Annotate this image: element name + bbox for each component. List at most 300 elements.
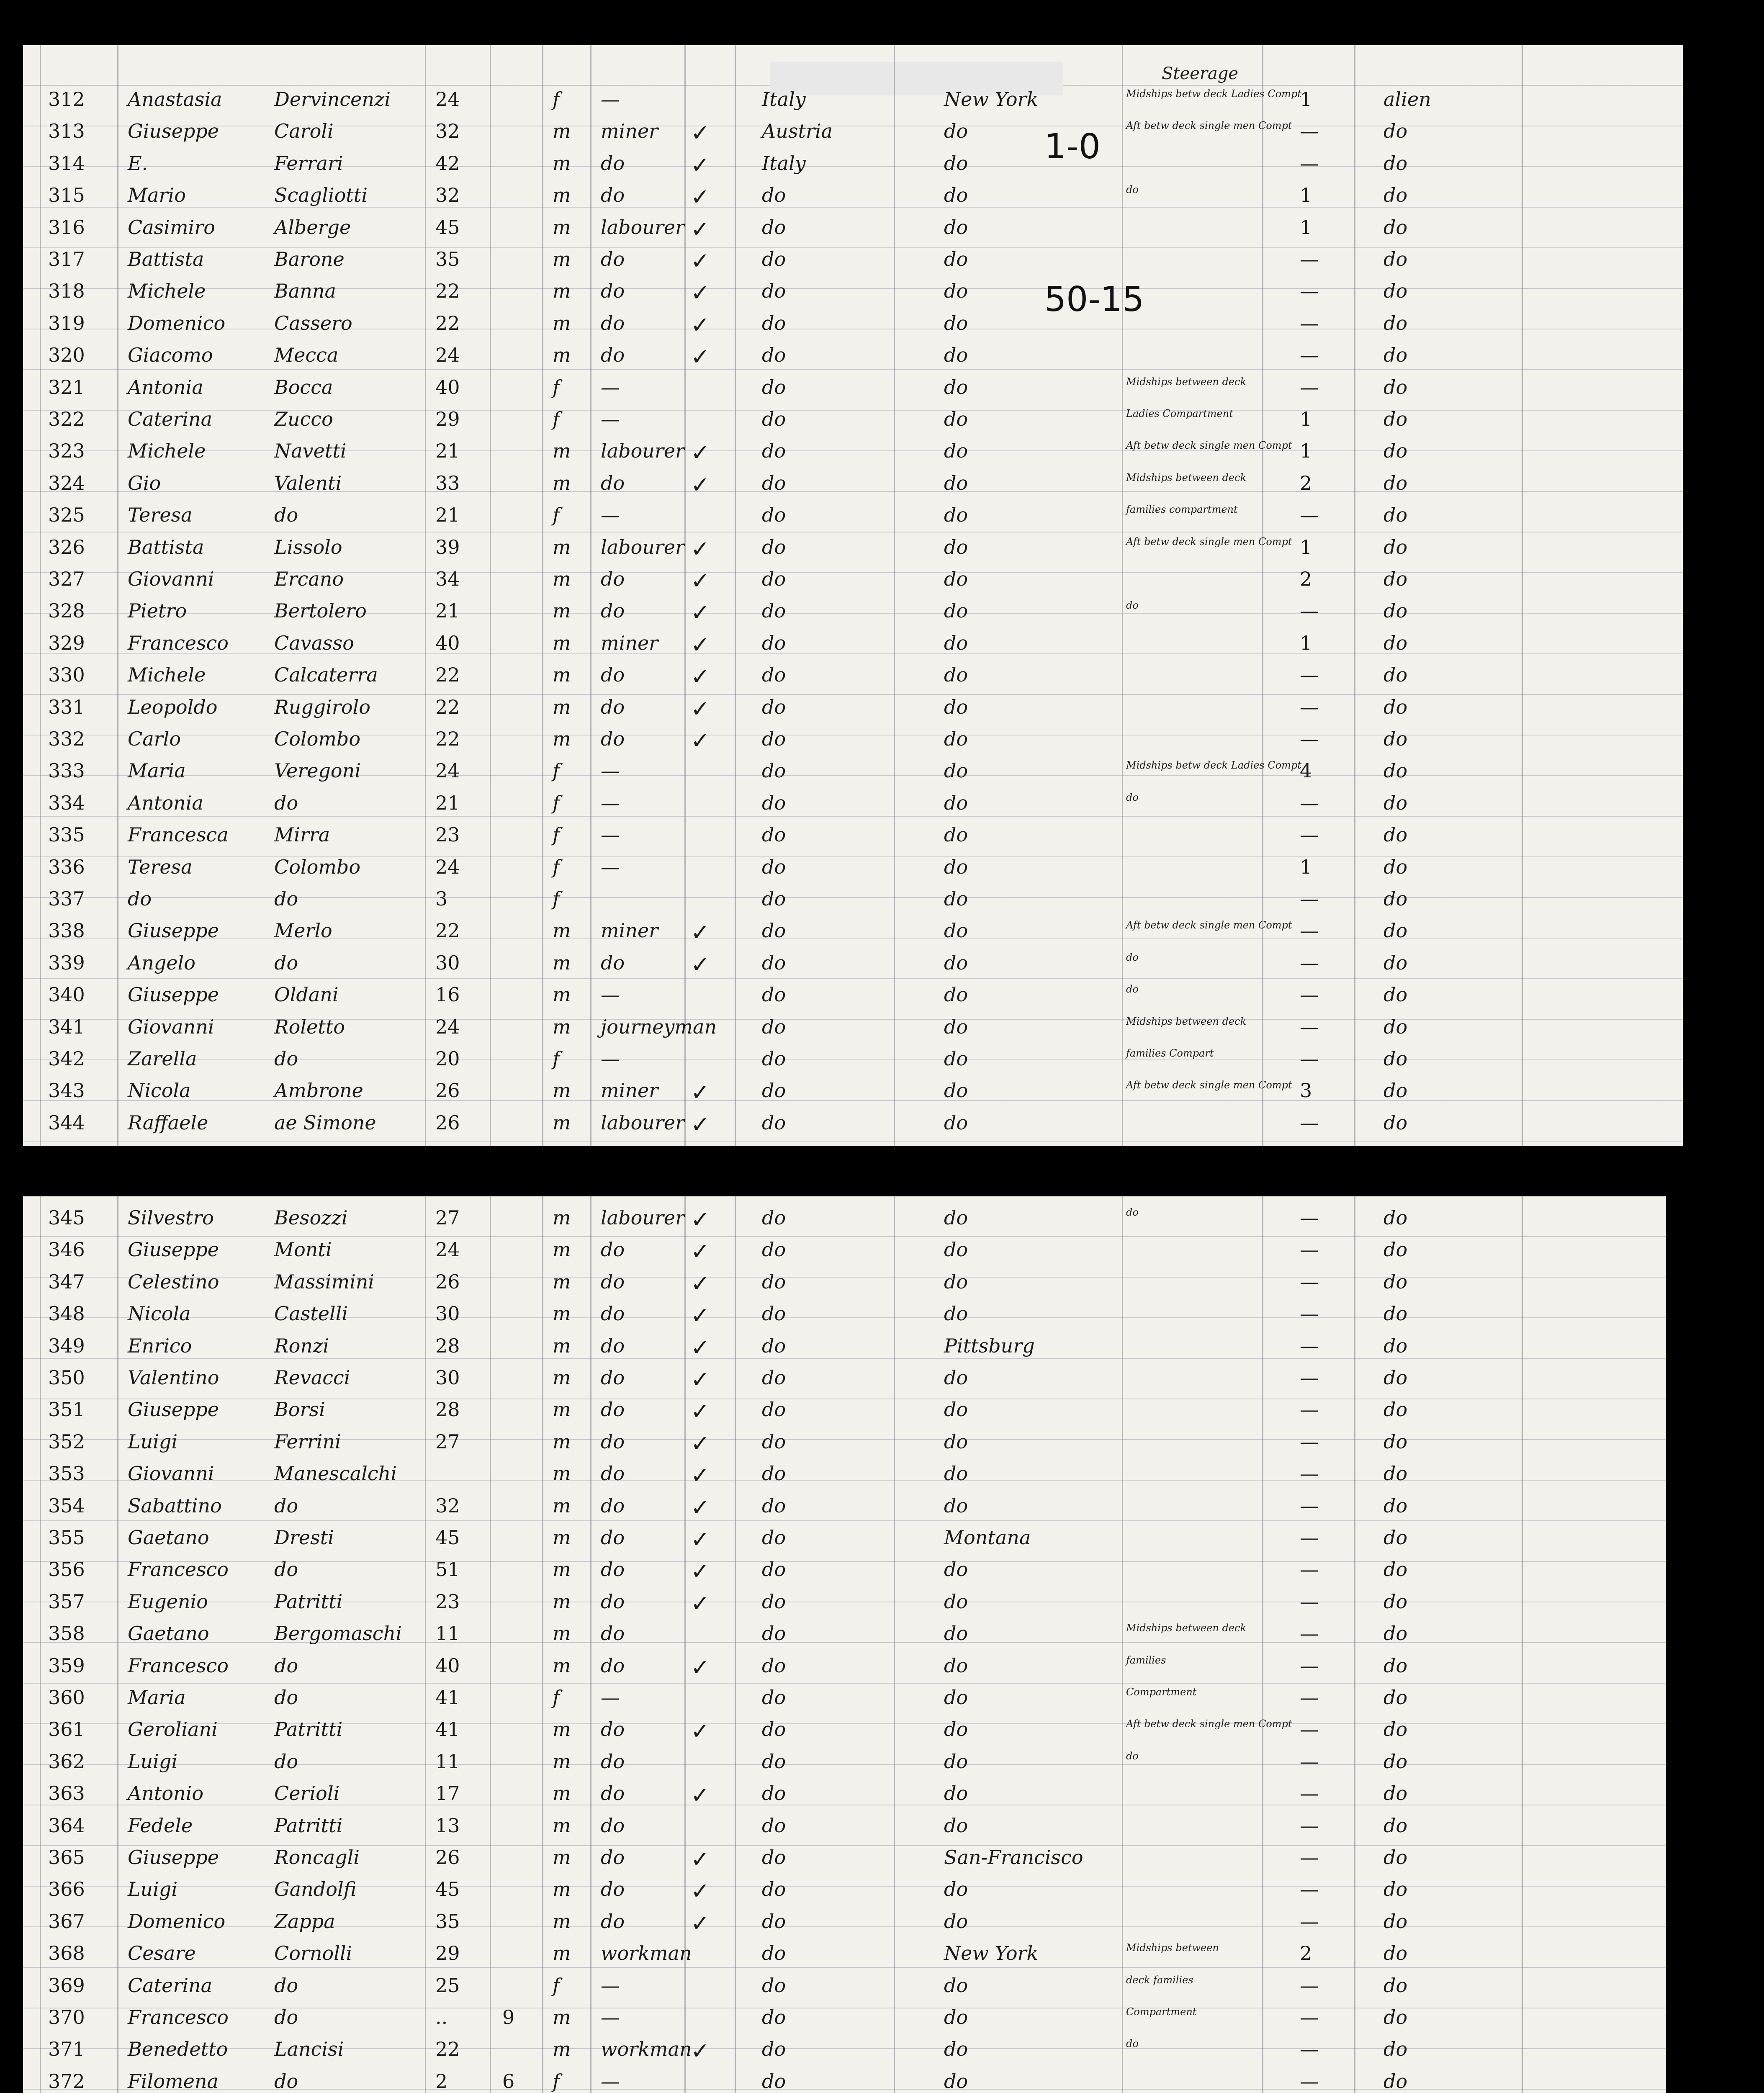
cell-dest: do: [944, 663, 968, 687]
cell-age: 29: [435, 1942, 460, 1965]
cell-given: Giuseppe: [128, 1398, 219, 1421]
cell-num: 330: [48, 663, 85, 687]
cell-num: 338: [48, 919, 85, 942]
cell-sur: Patritti: [274, 1814, 343, 1837]
cell-pcs: —: [1300, 983, 1319, 1006]
cell-occ: do: [601, 1558, 625, 1581]
cell-given: Teresa: [128, 504, 193, 527]
cell-sex: m: [553, 1750, 571, 1773]
cell-num: 368: [48, 1942, 85, 1965]
cell-occ: —: [601, 1686, 620, 1709]
cell-cit: do: [1383, 1974, 1408, 1997]
cell-inf: 9: [502, 2006, 515, 2029]
cell-occ: —: [601, 504, 620, 527]
cell-pcs: —: [1300, 1270, 1319, 1293]
cell-given: Enrico: [128, 1334, 192, 1357]
cell-dest: do: [944, 951, 968, 974]
cell-given: Zarella: [128, 1047, 197, 1070]
cell-sex: m: [553, 440, 571, 463]
cell-lit: ✓: [691, 1654, 710, 1681]
cell-sex: m: [553, 1462, 571, 1485]
cell-loc: families compartment: [1126, 504, 1238, 516]
cell-occ: do: [601, 152, 625, 175]
cell-cit: do: [1383, 1654, 1408, 1677]
cell-sur: Cavasso: [274, 631, 354, 654]
cell-cit: do: [1383, 759, 1408, 782]
cell-given: Luigi: [128, 1750, 178, 1773]
cell-nat: do: [762, 791, 786, 814]
cell-dest: do: [944, 1750, 968, 1773]
cell-pcs: —: [1300, 1206, 1319, 1229]
cell-pcs: —: [1300, 1430, 1319, 1453]
cell-cit: do: [1383, 568, 1408, 590]
cell-sex: m: [553, 1270, 571, 1293]
cell-pcs: —: [1300, 504, 1319, 527]
cell-pcs: —: [1300, 1654, 1319, 1677]
cell-cit: do: [1383, 280, 1408, 303]
cell-sur: Calcaterra: [274, 663, 378, 687]
cell-num: 335: [48, 823, 85, 846]
cell-age: 11: [435, 1750, 460, 1773]
cell-lit: ✓: [691, 535, 710, 562]
cell-age: 35: [435, 248, 460, 270]
cell-num: 323: [48, 440, 85, 463]
cell-num: 355: [48, 1526, 85, 1549]
cell-dest: do: [944, 1558, 968, 1581]
cell-pcs: —: [1300, 1398, 1319, 1421]
cell-given: Luigi: [128, 1430, 178, 1453]
cell-sex: f: [553, 375, 560, 399]
cell-occ: labourer: [601, 1206, 685, 1229]
cell-dest: do: [944, 1398, 968, 1421]
cell-dest: do: [944, 919, 968, 942]
cell-given: Giuseppe: [128, 1238, 219, 1261]
cell-num: 372: [48, 2070, 85, 2093]
cell-sex: m: [553, 1302, 571, 1325]
cell-sex: f: [553, 791, 560, 814]
cell-dest: do: [944, 631, 968, 654]
cell-occ: —: [601, 375, 620, 399]
cell-dest: do: [944, 1686, 968, 1709]
cell-sur: Cerioli: [274, 1782, 340, 1805]
cell-age: 22: [435, 2038, 460, 2061]
cell-occ: do: [601, 1718, 625, 1741]
cell-occ: —: [601, 983, 620, 1006]
cell-pcs: —: [1300, 1622, 1319, 1645]
cell-lit: ✓: [691, 471, 710, 498]
cell-given: Eugenio: [128, 1590, 208, 1613]
cell-age: 26: [435, 1079, 460, 1102]
cell-sur: Manescalchi: [274, 1462, 397, 1485]
cell-sur: Scagliotti: [274, 184, 368, 207]
cell-loc: do: [1126, 2038, 1139, 2050]
cell-dest: do: [944, 1015, 968, 1038]
cell-nat: do: [762, 983, 786, 1006]
cell-lit: ✓: [691, 631, 710, 658]
cell-age: 32: [435, 120, 460, 143]
cell-given: Maria: [128, 1686, 186, 1709]
cell-lit: ✓: [691, 1590, 710, 1617]
cell-cit: do: [1383, 1814, 1408, 1837]
cell-lit: ✓: [691, 1846, 710, 1872]
cell-dest: do: [944, 568, 968, 590]
cell-dest: do: [944, 759, 968, 782]
cell-sur: Ronzi: [274, 1334, 329, 1357]
cell-given: Nicola: [128, 1079, 191, 1102]
cell-num: 327: [48, 568, 85, 590]
cell-dest: do: [944, 983, 968, 1006]
cell-cit: do: [1383, 1718, 1408, 1741]
cell-occ: —: [601, 408, 620, 430]
cell-num: 318: [48, 280, 85, 303]
cell-lit: ✓: [691, 248, 710, 274]
cell-sur: Bocca: [274, 375, 333, 399]
cell-occ: —: [601, 88, 620, 111]
cell-given: Luigi: [128, 1878, 178, 1901]
cell-cit: do: [1383, 216, 1408, 239]
cell-loc: do: [1126, 1206, 1139, 1218]
cell-loc: Ladies Compartment: [1126, 408, 1233, 419]
cell-sur: Mirra: [274, 823, 330, 846]
cell-nat: do: [762, 1270, 786, 1293]
cell-num: 353: [48, 1462, 85, 1485]
cell-cit: do: [1383, 311, 1408, 334]
cell-given: Giuseppe: [128, 919, 219, 942]
cell-given: Giovanni: [128, 1015, 214, 1038]
cell-num: 371: [48, 2038, 85, 2061]
cell-given: Filomena: [128, 2070, 219, 2093]
cell-given: Domenico: [128, 1910, 226, 1933]
cell-dest: Montana: [944, 1526, 1031, 1549]
cell-sur: Monti: [274, 1238, 332, 1261]
cell-given: Domenico: [128, 311, 226, 334]
cell-num: 313: [48, 120, 85, 143]
cell-age: 24: [435, 759, 460, 782]
cell-dest: do: [944, 1622, 968, 1645]
cell-nat: do: [762, 1526, 786, 1549]
cell-cit: do: [1383, 855, 1408, 878]
cell-num: 343: [48, 1079, 85, 1102]
cell-sur: Ercano: [274, 568, 344, 590]
cell-sex: m: [553, 919, 571, 942]
cell-occ: do: [601, 1814, 625, 1837]
cell-occ: do: [601, 1462, 625, 1485]
cell-nat: Austria: [762, 120, 833, 143]
cell-num: 316: [48, 216, 85, 239]
cell-lit: ✓: [691, 1238, 710, 1265]
cell-occ: do: [601, 1398, 625, 1421]
cell-pcs: 1: [1300, 440, 1312, 463]
cell-nat: do: [762, 1079, 786, 1102]
cell-sex: f: [553, 2070, 560, 2093]
cell-sex: m: [553, 631, 571, 654]
cell-lit: ✓: [691, 1718, 710, 1745]
manifest-page-top: [23, 45, 1683, 1146]
cell-pcs: —: [1300, 791, 1319, 814]
cell-nat: do: [762, 1462, 786, 1485]
cell-lit: ✓: [691, 1302, 710, 1329]
cell-age: 51: [435, 1558, 460, 1581]
cell-age: 24: [435, 344, 460, 367]
cell-num: 340: [48, 983, 85, 1006]
cell-nat: do: [762, 280, 786, 303]
cell-cit: do: [1383, 1782, 1408, 1805]
cell-lit: ✓: [691, 1558, 710, 1585]
cell-nat: do: [762, 728, 786, 750]
cell-age: 34: [435, 568, 460, 590]
cell-given: Caterina: [128, 1974, 213, 1997]
cell-given: Teresa: [128, 855, 193, 878]
cell-sur: Massimini: [274, 1270, 375, 1293]
cell-sex: m: [553, 1590, 571, 1613]
cell-dest: do: [944, 1878, 968, 1901]
cell-cit: do: [1383, 983, 1408, 1006]
cell-nat: do: [762, 1654, 786, 1677]
cell-sex: m: [553, 1238, 571, 1261]
cell-sur: Roletto: [274, 1015, 345, 1038]
cell-pcs: —: [1300, 1238, 1319, 1261]
cell-sex: m: [553, 1942, 571, 1965]
cell-cit: do: [1383, 1910, 1408, 1933]
cell-given: Battista: [128, 248, 204, 270]
cell-age: 40: [435, 375, 460, 399]
cell-cit: do: [1383, 440, 1408, 463]
cell-loc: Compartment: [1126, 1686, 1197, 1698]
cell-dest: do: [944, 248, 968, 270]
cell-loc: Midships between deck: [1126, 375, 1247, 388]
cell-lit: ✓: [691, 568, 710, 594]
cell-lit: ✓: [691, 1111, 710, 1138]
cell-lit: ✓: [691, 695, 710, 722]
cell-pcs: —: [1300, 1686, 1319, 1709]
cell-num: 347: [48, 1270, 85, 1293]
cell-num: 365: [48, 1846, 85, 1869]
margin-note: 1-0: [1044, 127, 1101, 167]
cell-occ: do: [601, 695, 625, 718]
cell-dest: do: [944, 1366, 968, 1389]
cell-num: 360: [48, 1686, 85, 1709]
cell-loc: Aft betw deck single men Compt: [1126, 120, 1292, 132]
cell-cit: do: [1383, 951, 1408, 974]
cell-num: 363: [48, 1782, 85, 1805]
cell-occ: journeyman: [601, 1015, 717, 1038]
cell-nat: do: [762, 1750, 786, 1773]
cell-sex: f: [553, 88, 560, 111]
cell-pcs: —: [1300, 951, 1319, 974]
manifest-page-bottom: [23, 1196, 1666, 2093]
cell-num: 367: [48, 1910, 85, 1933]
cell-sex: m: [553, 280, 571, 303]
cell-occ: workman: [601, 1942, 692, 1965]
cell-pcs: 2: [1300, 471, 1312, 494]
cell-pcs: —: [1300, 823, 1319, 846]
cell-nat: do: [762, 408, 786, 430]
cell-dest: do: [944, 1718, 968, 1741]
cell-cit: do: [1383, 248, 1408, 270]
cell-nat: do: [762, 1334, 786, 1357]
cell-cit: do: [1383, 1302, 1408, 1325]
cell-sex: m: [553, 1334, 571, 1357]
cell-pcs: —: [1300, 728, 1319, 750]
cell-dest: do: [944, 1079, 968, 1102]
cell-dest: do: [944, 1238, 968, 1261]
cell-dest: do: [944, 440, 968, 463]
cell-loc: Midships between deck: [1126, 471, 1247, 483]
cell-age: 21: [435, 599, 460, 622]
cell-dest: do: [944, 152, 968, 175]
cell-sex: m: [553, 1558, 571, 1581]
cell-lit: ✓: [691, 440, 710, 466]
cell-lit: ✓: [691, 663, 710, 690]
cell-age: 13: [435, 1814, 460, 1837]
cell-sur: Gandolfi: [274, 1878, 357, 1901]
cell-pcs: 1: [1300, 88, 1312, 111]
cell-sex: m: [553, 599, 571, 622]
cell-age: 3: [435, 887, 448, 910]
cell-sex: m: [553, 152, 571, 175]
cell-loc: Midships betw deck Ladies Compt: [1126, 88, 1301, 100]
cell-given: Antonia: [128, 375, 203, 399]
cell-pcs: 1: [1300, 408, 1312, 430]
cell-dest: do: [944, 1782, 968, 1805]
cell-cit: do: [1383, 1398, 1408, 1421]
cell-sur: Lancisi: [274, 2038, 344, 2061]
cell-age: 20: [435, 1047, 460, 1070]
cell-given: Giuseppe: [128, 983, 219, 1006]
cell-pcs: —: [1300, 1782, 1319, 1805]
cell-loc: deck families: [1126, 1974, 1193, 1986]
cell-sex: m: [553, 1782, 571, 1805]
cell-sex: m: [553, 1430, 571, 1453]
cell-loc: Midships between deck: [1126, 1015, 1247, 1027]
cell-sur: Caroli: [274, 120, 334, 143]
cell-cit: do: [1383, 344, 1408, 367]
cell-given: Gaetano: [128, 1526, 209, 1549]
cell-occ: do: [601, 344, 625, 367]
cell-loc: Compartment: [1126, 2006, 1197, 2018]
cell-lit: ✓: [691, 152, 710, 178]
cell-sur: do: [274, 2006, 298, 2029]
cell-sex: f: [553, 887, 560, 910]
cell-cit: do: [1383, 1238, 1408, 1261]
cell-age: 26: [435, 1111, 460, 1134]
cell-num: 326: [48, 535, 85, 558]
cell-pcs: —: [1300, 1334, 1319, 1357]
cell-cit: do: [1383, 1015, 1408, 1038]
cell-given: Leopoldo: [128, 695, 218, 718]
cell-num: 354: [48, 1494, 85, 1517]
cell-age: 42: [435, 152, 460, 175]
cell-given: Geroliani: [128, 1718, 218, 1741]
cell-age: 40: [435, 631, 460, 654]
cell-occ: do: [601, 1270, 625, 1293]
cell-num: 344: [48, 1111, 85, 1134]
cell-age: 30: [435, 1302, 460, 1325]
cell-lit: ✓: [691, 184, 710, 211]
cell-occ: do: [601, 1430, 625, 1453]
cell-loc: do: [1126, 184, 1139, 196]
cell-nat: do: [762, 1206, 786, 1229]
cell-pcs: —: [1300, 1750, 1319, 1773]
cell-sex: m: [553, 1015, 571, 1038]
cell-dest: do: [944, 2038, 968, 2061]
cell-sex: m: [553, 2038, 571, 2061]
cell-sur: Borsi: [274, 1398, 325, 1421]
cell-lit: ✓: [691, 1398, 710, 1425]
cell-age: 11: [435, 1622, 460, 1645]
cell-sur: Oldani: [274, 983, 339, 1006]
cell-sex: m: [553, 1206, 571, 1229]
cell-occ: do: [601, 663, 625, 687]
cell-loc: do: [1126, 1750, 1139, 1762]
cell-sur: Cassero: [274, 311, 352, 334]
cell-age: 27: [435, 1430, 460, 1453]
cell-nat: do: [762, 1910, 786, 1933]
cell-num: 337: [48, 887, 85, 910]
cell-num: 359: [48, 1654, 85, 1677]
cell-occ: labourer: [601, 535, 685, 558]
cell-sex: m: [553, 1814, 571, 1837]
cell-cit: do: [1383, 1111, 1408, 1134]
cell-given: Sabattino: [128, 1494, 222, 1517]
cell-age: 24: [435, 88, 460, 111]
cell-dest: do: [944, 1974, 968, 1997]
cell-sex: m: [553, 695, 571, 718]
cell-sur: do: [274, 1974, 298, 1997]
cell-loc: do: [1126, 951, 1139, 963]
cell-cit: do: [1383, 728, 1408, 750]
cell-nat: do: [762, 1494, 786, 1517]
cell-inf: 6: [502, 2070, 515, 2093]
cell-sur: Bertolero: [274, 599, 367, 622]
cell-age: 41: [435, 1686, 460, 1709]
cell-given: Maria: [128, 759, 186, 782]
cell-nat: do: [762, 440, 786, 463]
cell-num: 342: [48, 1047, 85, 1070]
cell-nat: do: [762, 2070, 786, 2093]
cell-given: Giovanni: [128, 1462, 214, 1485]
cell-num: 314: [48, 152, 85, 175]
cell-lit: ✓: [691, 120, 710, 147]
cell-nat: do: [762, 1622, 786, 1645]
cell-dest: do: [944, 1302, 968, 1325]
cell-num: 346: [48, 1238, 85, 1261]
cell-num: 317: [48, 248, 85, 270]
cell-age: 27: [435, 1206, 460, 1229]
cell-occ: do: [601, 184, 625, 207]
cell-num: 332: [48, 728, 85, 750]
cell-dest: do: [944, 1814, 968, 1837]
cell-num: 321: [48, 375, 85, 399]
cell-age: 22: [435, 728, 460, 750]
cell-cit: do: [1383, 471, 1408, 494]
cell-occ: do: [601, 311, 625, 334]
cell-nat: do: [762, 951, 786, 974]
cell-occ: —: [601, 855, 620, 878]
cell-nat: do: [762, 1015, 786, 1038]
cell-given: E.: [128, 152, 148, 175]
cell-cit: do: [1383, 2006, 1408, 2029]
cell-pcs: —: [1300, 1015, 1319, 1038]
cell-loc: do: [1126, 599, 1139, 612]
cell-loc: Aft betw deck single men Compt: [1126, 919, 1292, 931]
cell-given: Casimiro: [128, 216, 215, 239]
cell-given: Francesco: [128, 2006, 229, 2029]
cell-pcs: —: [1300, 1910, 1319, 1933]
cell-age: 32: [435, 1494, 460, 1517]
cell-sex: m: [553, 568, 571, 590]
cell-sur: Dresti: [274, 1526, 334, 1549]
